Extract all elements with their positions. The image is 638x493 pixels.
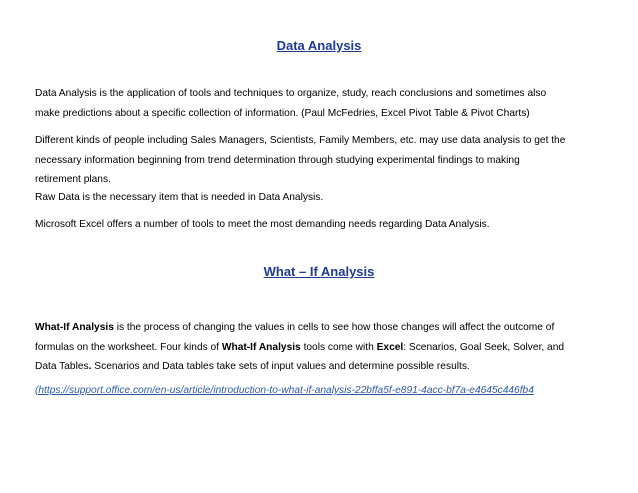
paragraph-line: Raw Data is the necessary item that is needed in Data Analysis.	[35, 192, 324, 203]
paragraph-line: make predictions about a specific collection of information. (Paul McFedries, Excel Pivot Table & Pivot Charts)	[35, 107, 530, 119]
paragraph-users	[35, 131, 605, 190]
heading-data-analysis: Data Analysis	[276, 38, 362, 53]
bold-term: Excel	[376, 341, 404, 353]
text-run: Scenarios and Data tables take sets of input values and determine possible results.	[91, 361, 470, 372]
paragraph-line: Microsoft Excel offers a number of tools to meet the most demanding needs regarding Data Analysis.	[35, 219, 490, 230]
paragraph-line	[35, 338, 605, 358]
bold-term: What-If Analysis	[221, 341, 301, 353]
paragraph-line: retirement plans.	[35, 174, 111, 185]
paragraph-what-if	[35, 318, 605, 377]
paragraph-line: necessary information beginning from trend determination through studying experimental findings to making	[35, 154, 520, 166]
bold-term: .	[88, 361, 92, 372]
paragraph-excel-tools	[35, 215, 605, 235]
reference-link[interactable]: (https://support.office.com/en-us/article/introduction-to-what-if-analysis-22bffa5f-e891-4acc-bf7a-e4645c446fb4	[35, 385, 534, 396]
paragraph-line: Data Analysis is the application of tools and techniques to organize, study, reach conclusions and sometimes also	[35, 88, 547, 99]
text-run: Data Tables	[35, 361, 89, 372]
paragraph-line	[35, 357, 605, 377]
paragraph-raw-data	[35, 188, 605, 208]
paragraph-line	[35, 318, 605, 338]
paragraph-definition	[35, 84, 605, 123]
text-run: formulas on the worksheet. Four kinds of	[35, 341, 222, 353]
paragraph-line: Different kinds of people including Sales Managers, Scientists, Family Members, etc. may use data analysis to get the	[35, 135, 566, 146]
text-run: tools come with	[300, 341, 377, 353]
bold-term: What-If Analysis	[35, 322, 114, 333]
text-run: is the process of changing the values in cells to see how those changes will affect the outcome of	[113, 322, 555, 333]
text-run: : Scenarios, Goal Seek, Solver, and	[403, 341, 565, 353]
heading-what-if-analysis: What – If Analysis	[263, 264, 375, 279]
